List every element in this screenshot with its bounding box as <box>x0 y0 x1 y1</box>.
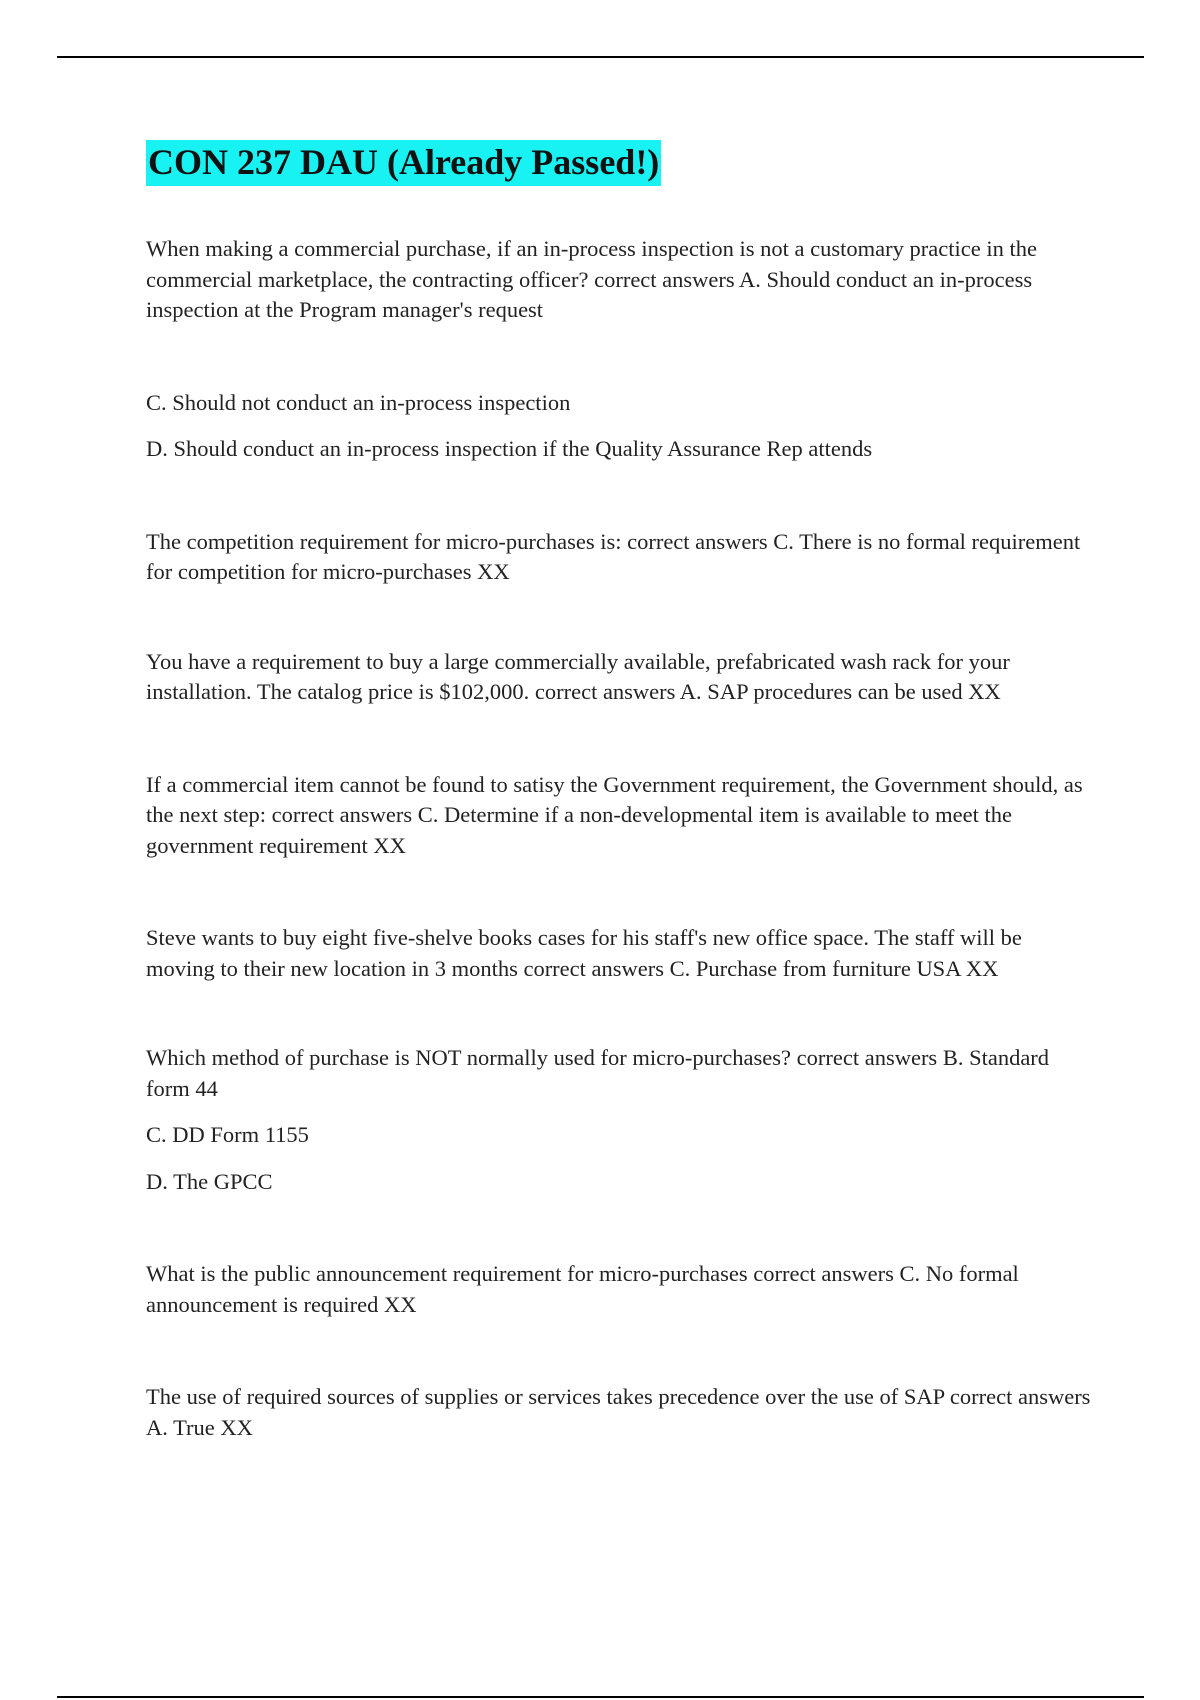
answer-option: D. The GPCC <box>146 1168 273 1194</box>
question-text: If a commercial item cannot be found to satisy the Government requirement, the Government should, as the next step: correct answers C. Determine if a non-developmental item is available to meet the government requirement XX <box>146 771 1083 858</box>
answer-option: C. Should not conduct an in-process inspection <box>146 389 571 415</box>
qa-item-8 <box>146 1382 1096 1443</box>
qa-item-3 <box>146 647 1096 708</box>
qa-item-7 <box>146 1259 1096 1320</box>
question-text: When making a commercial purchase, if an in-process inspection is not a customary practice in the commercial marketplace, the contracting officer? correct answers A. Should conduct an in-process inspection at the Program manager's request <box>146 236 1037 322</box>
answer-option: C. DD Form 1155 <box>146 1122 309 1147</box>
question-text: The competition requirement for micro-purchases is: correct answers C. There is no formal requirement for competition for micro-purchases XX <box>146 528 1081 584</box>
question-text: The use of required sources of supplies or services takes precedence over the use of SAP correct answers A. True XX <box>146 1384 1091 1440</box>
question-text: You have a requirement to buy a large commercially available, prefabricated wash rack for your installation. The catalog price is $102,000. correct answers A. SAP procedures can be used XX <box>146 648 1010 704</box>
question-text: Which method of purchase is NOT normally used for micro-purchases? correct answers B. Standard form 44 <box>146 1045 1050 1101</box>
qa-item-1 <box>146 234 1096 465</box>
document-body <box>146 140 1096 1443</box>
qa-item-2 <box>146 527 1096 588</box>
qa-item-6 <box>146 1043 1096 1197</box>
question-text: What is the public announcement requirement for micro-purchases correct answers C. No formal announcement is required XX <box>146 1261 1019 1317</box>
qa-item-4 <box>146 770 1096 862</box>
footer-rule <box>57 1696 1144 1698</box>
answer-option: D. Should conduct an in-process inspection if the Quality Assurance Rep attends <box>146 436 873 461</box>
page-title: CON 237 DAU (Already Passed!) <box>146 140 661 186</box>
qa-item-5 <box>146 923 1096 984</box>
header-rule <box>57 56 1144 58</box>
question-text: Steve wants to buy eight five-shelve books cases for his staff's new office space. The staff will be moving to their new location in 3 months correct answers C. Purchase from furniture USA XX <box>146 925 1022 981</box>
